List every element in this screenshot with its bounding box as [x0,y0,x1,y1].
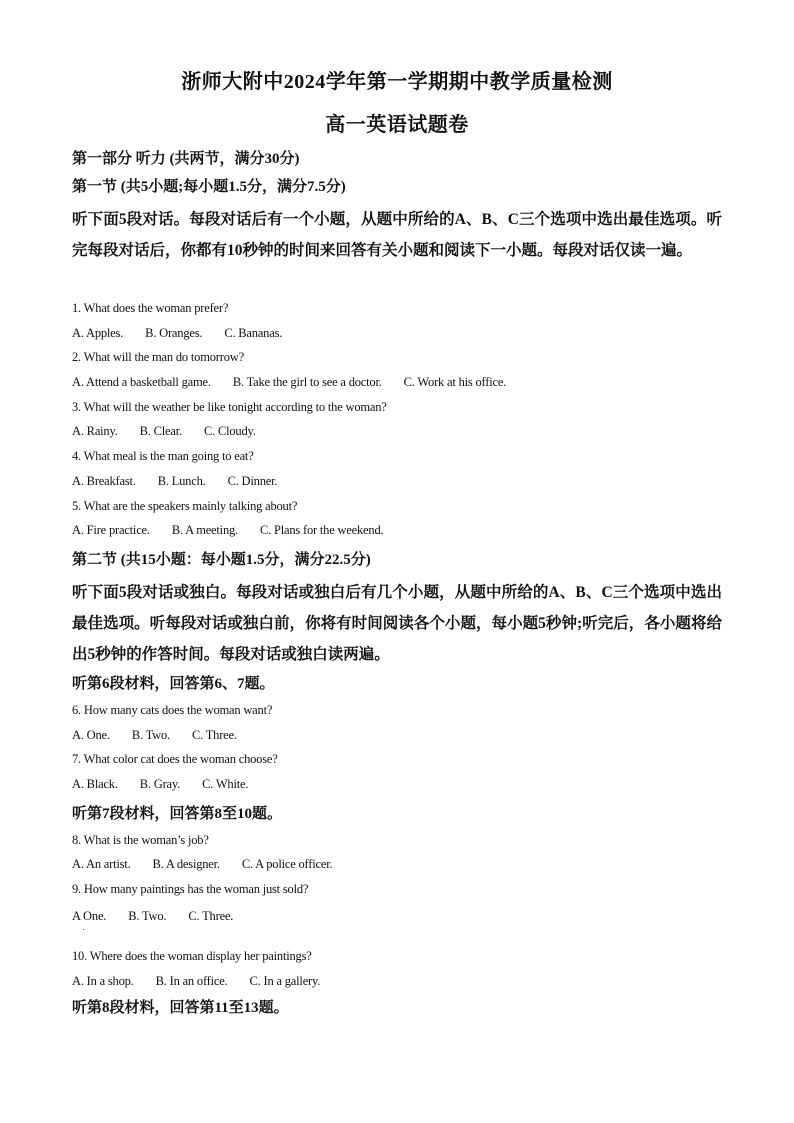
option-b: B. A meeting. [171,523,238,538]
question-text: 4. What meal is the man going to eat? [72,449,254,464]
option-c: C. Work at his office. [403,375,507,390]
question-options [72,473,722,498]
option-c: C. Three. [191,727,237,742]
option-a: A. Rainy. [72,424,118,439]
option-b: B. A designer. [152,857,220,872]
exam-title: 浙师大附中2024学年第一学期期中教学质量检测 [181,71,613,93]
question-text: 1. What does the woman prefer? [72,301,229,315]
option-a: A. Apples. [72,325,124,340]
part1-heading: 第一部分 听力 (共两节，满分30分) [72,151,300,167]
question-text: 3. What will the weather be like tonight according to the woman? [72,399,387,414]
option-b: B. In an office. [155,973,228,988]
option-b: B. Two. [128,909,167,923]
option-c: C. In a gallery. [249,973,321,988]
option-a: A One. [72,909,107,923]
option-a: A. Black. [72,776,118,791]
question-text: 10. Where does the woman display her paintings? [72,949,312,963]
section1-heading: 第一节 (共5小题;每小题1.5分，满分7.5分) [72,179,346,195]
section2-heading: 第二节 (共15小题：每小题1.5分，满分22.5分) [72,551,371,568]
option-b: B. Take the girl to see a doctor. [232,375,382,390]
question-options [72,908,722,926]
option-a: A. An artist. [72,857,131,872]
option-a: A. In a shop. [72,973,134,988]
material-7-heading: 听第7段材料，回答第8至10题。 [72,805,283,822]
question-options [72,727,722,752]
question-options [72,776,722,801]
question-options [72,325,722,350]
section1-instructions: 听下面5段对话。每段对话后有一个小题，从题中所给的A、B、C三个选项中选出最佳选项。听完每段对话后，你都有10秒钟的时间来回答有关小题和阅读下一小题。每段对话仅读一遍。 [72,211,722,259]
option-b: B. Two. [131,727,170,742]
option-b: B. Gray. [139,776,181,791]
option-a: A. Attend a basketball game. [72,375,211,390]
exam-subtitle: 高一英语试题卷 [325,114,469,136]
question-text: 9. How many paintings has the woman just sold? [72,882,309,896]
option-c: C. Dinner. [227,473,278,488]
option-a: A. One. [72,727,110,742]
question-text: 7. What color cat does the woman choose? [72,752,278,767]
question-text: 5. What are the speakers mainly talking about? [72,498,298,513]
option-c: C. Bananas. [224,325,283,340]
exam-content [72,148,722,1026]
question-options [72,374,722,399]
option-a: A. Breakfast. [72,473,136,488]
stray-mark: · [82,925,86,936]
option-c: C. Plans for the weekend. [259,523,384,538]
option-c: C. A police officer. [241,857,333,872]
question-options [72,973,722,998]
question-text: 2. What will the man do tomorrow? [72,350,244,365]
question-options [72,856,722,881]
option-a: A. Fire practice. [72,523,150,538]
option-c: C. White. [202,776,249,791]
material-6-heading: 听第6段材料，回答第6、7题。 [72,675,275,692]
option-c: C. Three. [188,909,234,923]
section2-instructions: 听下面5段对话或独白。每段对话或独白后有几个小题，从题中所给的A、B、C三个选项中选出最佳选项。听每段对话或独白前，你将有时间阅读各个小题，每小题5秒钟;听完后，各小题将给出5秒钟的作答时间。每段对话或独白读两遍。 [72,583,722,663]
question-options [72,423,722,448]
option-c: C. Cloudy. [203,424,256,439]
material-8-heading: 听第8段材料，回答第11至13题。 [72,1000,289,1017]
question-options [72,522,722,547]
option-b: B. Oranges. [145,325,203,340]
option-b: B. Clear. [139,424,182,439]
option-b: B. Lunch. [157,473,206,488]
question-text: 6. How many cats does the woman want? [72,702,273,717]
question-text: 8. What is the woman’s job? [72,832,209,847]
